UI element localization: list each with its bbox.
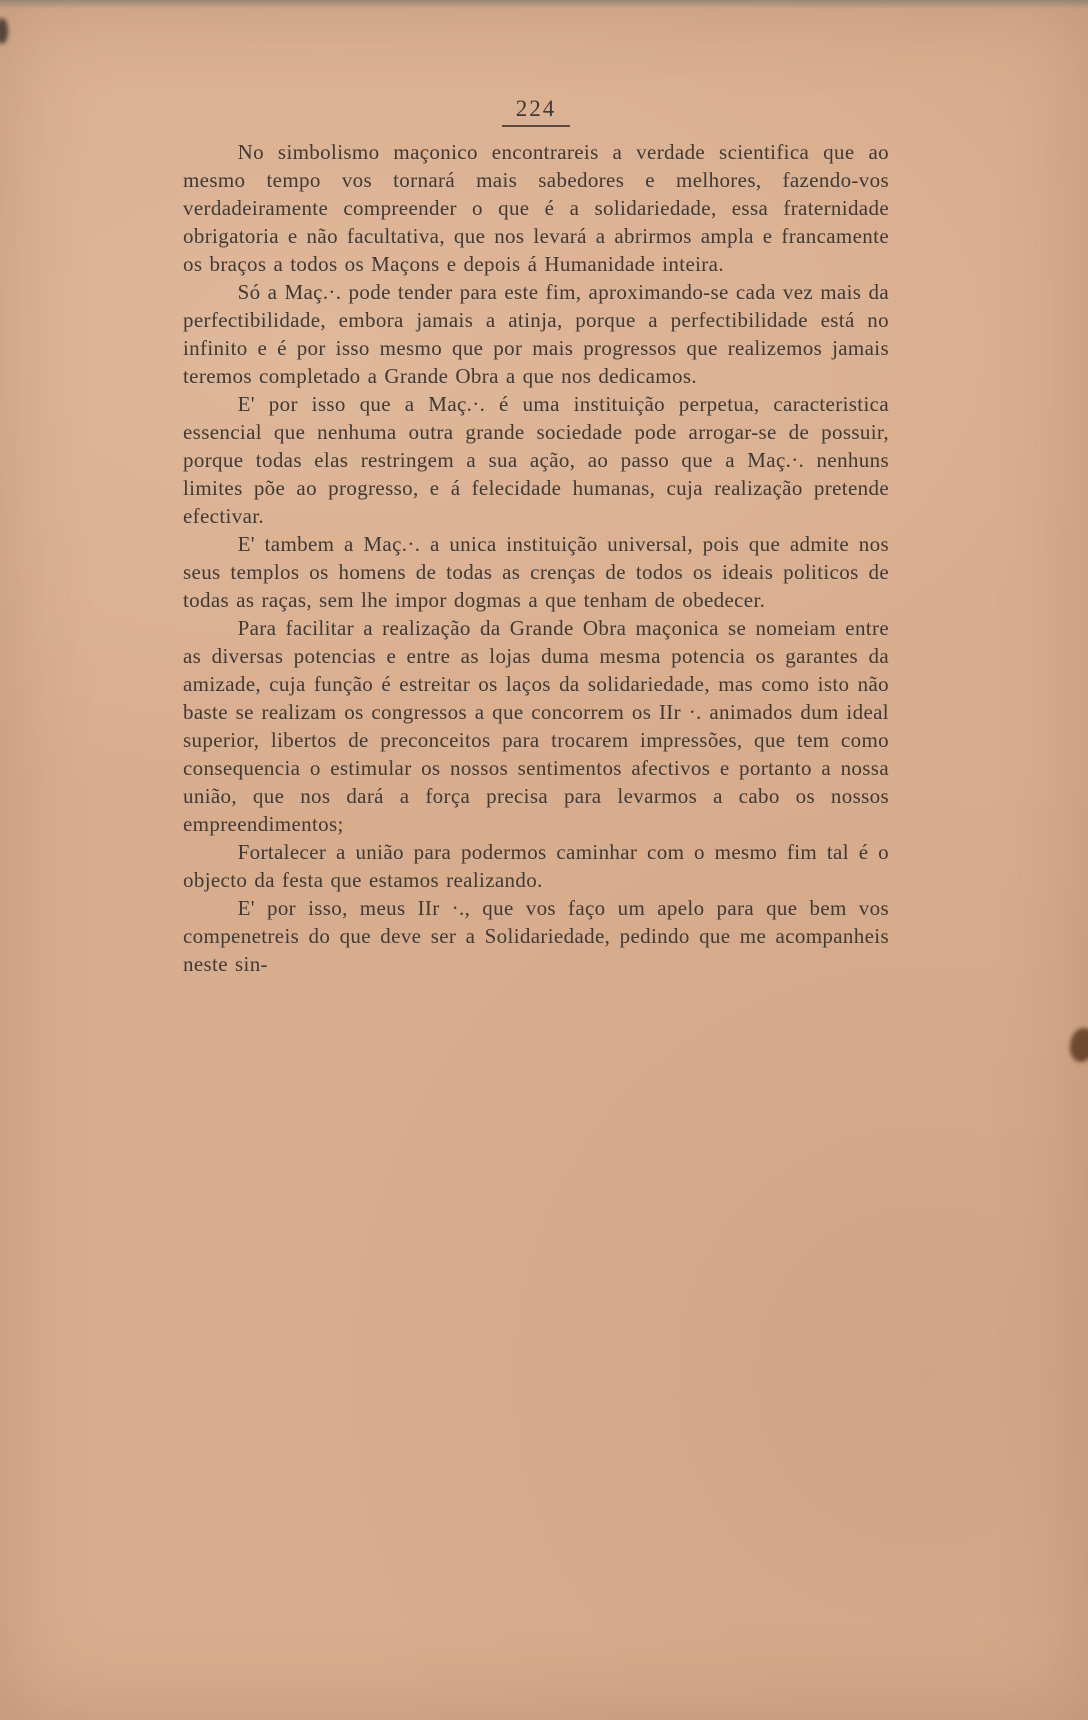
page-header bbox=[183, 96, 889, 127]
paragraph: Só a Maç.·. pode tender para este fim, aproximando-se cada vez mais da perfectibilidade, embora jamais a atinja, porque a perfectibilidade está no infinito e é por isso mesmo que por mais progressos que realizemos jamais teremos completado a Grande Obra a que nos dedicamos. bbox=[183, 280, 889, 388]
paragraph: Fortalecer a união para podermos caminhar com o mesmo fim tal é o objecto da festa que estamos realizando. bbox=[183, 840, 889, 892]
edge-mark bbox=[0, 18, 8, 44]
paragraph: E' por isso, meus IIr ·., que vos faço um apelo para que bem vos compenetreis do que deve ser a Solidariedade, pedindo que me acompanheis neste sin- bbox=[183, 896, 889, 976]
page-text bbox=[183, 138, 889, 978]
paragraph: Para facilitar a realização da Grande Obra maçonica se nomeiam entre as diversas potencias e entre as lojas duma mesma potencia os garantes da amizade, cuja função é estreitar os laços da solidariedade, mas como isto não baste se realizam os congressos a que concorrem os IIr ·. animados dum ideal superior, libertos de preconceitos para trocarem impressões, que tem como consequencia o estimular os nossos sentimentos afectivos e portanto a nossa união, que nos dará a força precisa para levarmos a cabo os nossos empreendimentos; bbox=[183, 616, 889, 836]
page-number: 224 bbox=[502, 96, 571, 127]
paragraph: E' por isso que a Maç.·. é uma instituição perpetua, caracteristica essencial que nenhuma outra grande sociedade pode arrogar-se de possuir, porque todas elas restringem a sua ação, ao passo que a Maç.·. nenhuns limites põe ao progresso, e á felecidade humanas, cuja realização pretende efectivar. bbox=[183, 392, 889, 528]
paragraph: E' tambem a Maç.·. a unica instituição universal, pois que admite nos seus templos os homens de todas as crenças de todos os ideais politicos de todas as raças, sem lhe impor dogmas a que tenham de obedecer. bbox=[183, 532, 889, 612]
scan-top-edge bbox=[0, 0, 1088, 9]
paragraph: No simbolismo maçonico encontrareis a verdade scientifica que ao mesmo tempo vos tornará mais sabedores e melhores, fazendo-vos verdadeiramente compreender o que é a solidariedade, essa fraternidade obrigatoria e não facultativa, que nos levará a abrirmos ampla e francamente os braços a todos os Maçons e depois á Humanidade inteira. bbox=[183, 140, 889, 276]
ink-smudge bbox=[1070, 1028, 1088, 1062]
